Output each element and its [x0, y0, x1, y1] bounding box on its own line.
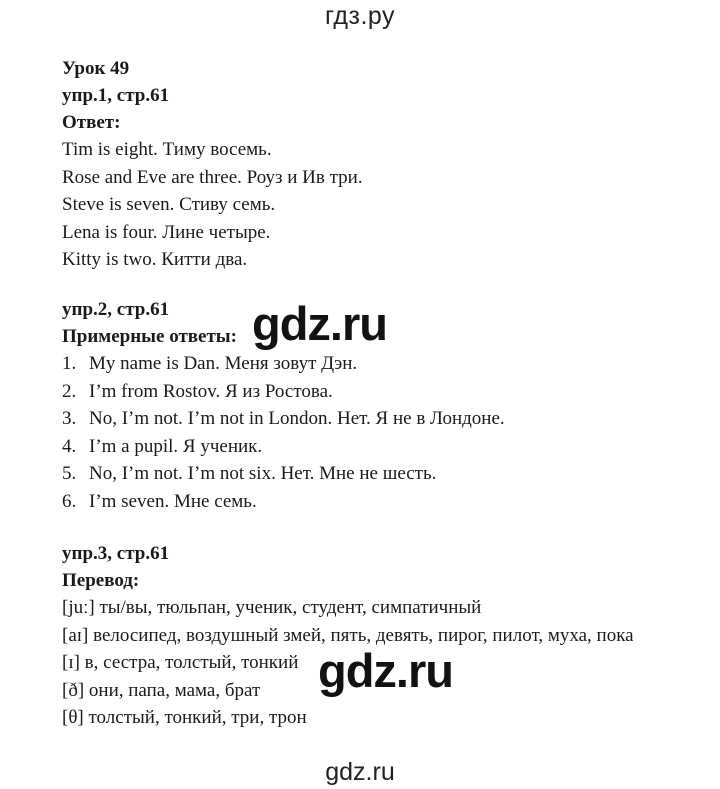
exercise-3-translation-label: Перевод: [62, 570, 140, 591]
list-number: 5. [62, 463, 77, 484]
list-text: I’m a pupil. Я ученик. [89, 435, 263, 457]
translation-line: [juː] ты/вы, тюльпан, ученик, студент, симпатичный [62, 597, 482, 618]
translation-line: [ɪ] в, сестра, толстый, тонкий [62, 652, 299, 673]
exercise-1-heading: упр.1, стр.61 [62, 85, 170, 106]
list-number: 4. [62, 435, 77, 457]
list-text: No, I’m not. I’m not in London. Нет. Я не в Лондоне. [89, 408, 505, 429]
translation-line: [aɪ] велосипед, воздушный змей, пять, девять, пирог, пилот, муха, пока [62, 624, 634, 646]
list-text: I’m from Rostov. Я из Ростова. [89, 380, 333, 402]
exercise-1-answer-label: Ответ: [62, 112, 121, 133]
list-item [62, 488, 505, 516]
answer-line: Steve is seven. Стиву семь. [62, 194, 276, 215]
list-item [62, 350, 505, 378]
list-number: 6. [62, 490, 77, 512]
watermark: gdz.ru [252, 297, 387, 350]
answer-list [62, 350, 505, 515]
list-item [62, 460, 505, 488]
exercise-2-heading: упр.2, стр.61 [62, 299, 170, 320]
exercise-3-heading: упр.3, стр.61 [62, 543, 170, 564]
list-item [62, 378, 505, 406]
list-number: 2. [62, 380, 77, 402]
list-item [62, 433, 505, 461]
site-header: гдз.ру [324, 2, 396, 30]
list-text: I’m seven. Мне семь. [89, 490, 257, 512]
watermark: gdz.ru [318, 644, 453, 697]
answer-line: Lena is four. Лине четыре. [62, 221, 271, 243]
list-item [62, 405, 505, 433]
answer-line: Kitty is two. Китти два. [62, 249, 248, 270]
answer-line: Tim is eight. Тиму восемь. [62, 139, 272, 160]
exercise-1-section [62, 55, 363, 274]
exercise-2-answer-label: Примерные ответы: [62, 326, 237, 347]
list-number: 1. [62, 353, 77, 374]
site-footer: gdz.ru [325, 758, 395, 786]
list-text: No, I’m not. I’m not six. Нет. Мне не шесть. [89, 463, 437, 484]
list-number: 3. [62, 408, 77, 429]
list-text: My name is Dan. Меня зовут Дэн. [89, 353, 358, 374]
translation-line: [θ] толстый, тонкий, три, трон [62, 707, 307, 728]
lesson-title: Урок 49 [62, 58, 130, 79]
translation-line: [ð] они, папа, мама, брат [62, 679, 261, 701]
answer-line: Rose and Eve are three. Роуз и Ив три. [62, 166, 363, 188]
exercise-3-section [62, 540, 634, 732]
